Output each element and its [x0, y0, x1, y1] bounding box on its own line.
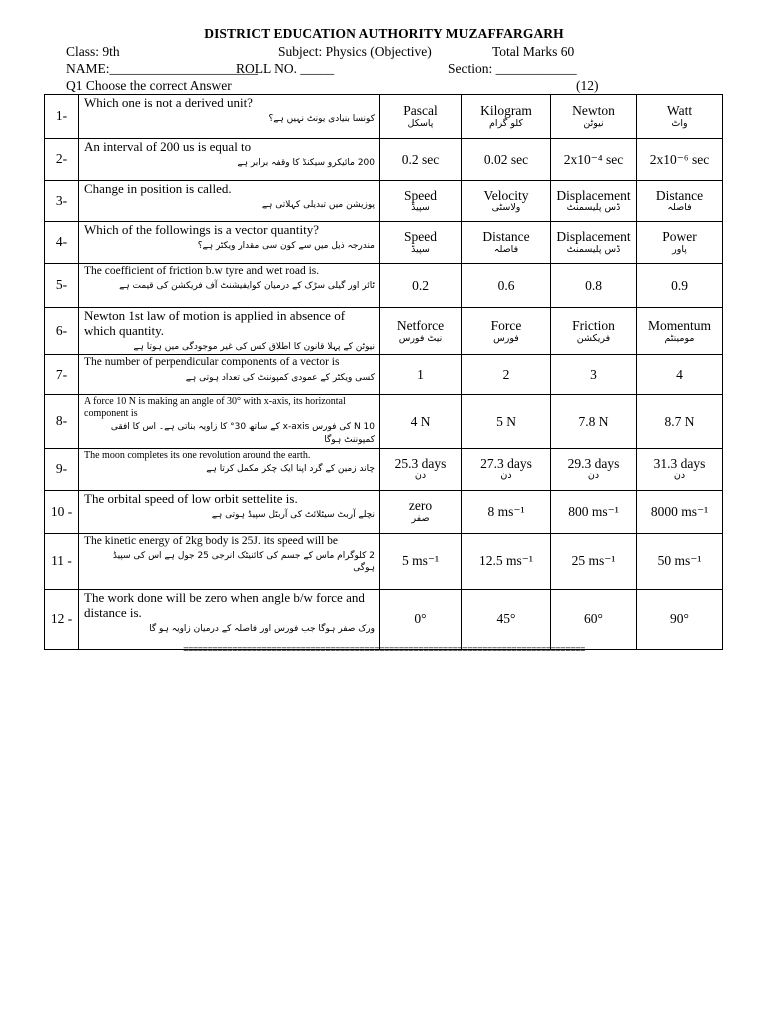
option-label: 25.3 days — [394, 455, 447, 471]
option-label-urdu: کلو گرام — [489, 117, 523, 129]
question-text-urdu: ورک صفر ہوگا جب فورس اور فاصلہ کے درمیان زاویہ ہو گا — [149, 623, 375, 634]
option-c[interactable] — [551, 490, 637, 533]
question-row — [45, 308, 723, 355]
option-b[interactable] — [462, 95, 551, 139]
option-label: 7.8 N — [578, 413, 609, 429]
option-label-urdu: فورس — [493, 332, 519, 344]
option-label-urdu: فاصلہ — [493, 243, 519, 255]
option-c[interactable] — [551, 355, 637, 395]
question-text-urdu: نچلے آربٹ سیٹلائٹ کی آربٹل سپیڈ ہوتی ہے — [211, 509, 375, 520]
option-label-urdu: پاسکل — [407, 117, 434, 129]
question-row — [45, 490, 723, 533]
option-label: Newton — [572, 103, 615, 119]
option-c[interactable] — [551, 395, 637, 448]
option-label: Velocity — [483, 187, 529, 203]
question-text: The orbital speed of low orbit settelite is. — [84, 490, 298, 506]
question-text-urdu: 10 N کی فورس x-axis کے ساتھ 30° کا زاویہ بناتی ہے۔ اس کا افقی کمپوننٹ ہوگا — [110, 422, 375, 446]
option-a[interactable] — [380, 181, 462, 222]
option-label-urdu: واٹ — [671, 117, 688, 129]
question-cell — [79, 589, 380, 649]
name-field[interactable]: NAME:______________________ — [66, 61, 258, 76]
option-a[interactable] — [380, 490, 462, 533]
option-d[interactable] — [637, 264, 723, 308]
option-label: 0.9 — [671, 277, 688, 293]
option-label: Displacement — [556, 229, 631, 245]
question-row — [45, 222, 723, 264]
instruction: Q1 Choose the correct Answer — [66, 78, 232, 93]
option-label-urdu: صفر — [411, 512, 430, 524]
option-label-urdu: دن — [500, 470, 512, 482]
option-b[interactable] — [462, 490, 551, 533]
option-label: 2 — [502, 367, 510, 383]
total-marks-label: Total Marks 60 — [492, 44, 575, 59]
question-text-urdu: نیوٹن کے پہلا قانون کا اطلاق کس کی غیر موجودگی میں ہوتا ہے — [133, 341, 375, 352]
option-a[interactable] — [380, 308, 462, 355]
question-cell — [79, 448, 380, 490]
question-text-urdu: کونسا بنیادی یونٹ نہیں ہے؟ — [268, 113, 375, 124]
option-d[interactable] — [637, 308, 723, 355]
option-label: 0.6 — [497, 277, 515, 293]
option-label: 50 ms⁻¹ — [657, 553, 702, 569]
question-text-urdu: کسی ویکٹر کے عمودی کمپوننٹ کی تعداد ہوتی ہے — [185, 372, 375, 383]
option-d[interactable] — [637, 181, 723, 222]
option-a[interactable] — [380, 355, 462, 395]
question-text: Which one is not a derived unit? — [84, 95, 253, 110]
option-label-urdu: دن — [673, 470, 686, 482]
option-c[interactable] — [551, 533, 637, 589]
option-b[interactable] — [462, 589, 551, 649]
option-d[interactable] — [637, 589, 723, 649]
option-label: 0° — [414, 611, 427, 627]
option-label: 0.8 — [585, 277, 602, 293]
question-text-urdu: ٹائر اور گیلی سڑک کے درمیان کوایفیشنٹ آف فریکشن کی قیمت ہے — [119, 281, 375, 292]
option-c[interactable] — [551, 139, 637, 181]
question-row — [45, 181, 723, 222]
option-label: 12.5 ms⁻¹ — [479, 553, 533, 569]
question-row — [45, 448, 723, 490]
option-label: 4 N — [410, 413, 431, 429]
option-label: 0.2 — [412, 277, 429, 293]
option-b[interactable] — [462, 448, 551, 490]
option-label: 29.3 days — [567, 455, 620, 471]
option-label: 45° — [496, 611, 516, 627]
option-a[interactable] — [380, 222, 462, 264]
option-label: Kilogram — [480, 103, 532, 119]
question-text: The work done will be zero when angle b/w force and distance is. — [84, 589, 365, 620]
question-text-urdu: پوزیشن میں تبدیلی کہلاتی ہے — [261, 199, 375, 210]
option-a[interactable] — [380, 264, 462, 308]
option-label: Netforce — [396, 318, 445, 334]
option-label-urdu: مومینٹم — [664, 332, 695, 344]
question-text-urdu: 200 مائیکرو سیکنڈ کا وقفہ برابر ہے — [237, 157, 375, 168]
question-row — [45, 355, 723, 395]
question-number: 10 - — [45, 490, 79, 533]
option-label: Friction — [572, 318, 615, 334]
option-label-urdu: سپیڈ — [411, 202, 430, 214]
option-label-urdu: سپیڈ — [411, 243, 430, 255]
option-label-urdu: ولاسٹی — [491, 202, 521, 214]
option-label: 4 — [676, 367, 683, 383]
question-cell — [79, 355, 380, 395]
option-label: 8.7 N — [664, 413, 695, 429]
question-cell — [79, 95, 380, 139]
question-text: The number of perpendicular components of a vector is — [84, 356, 340, 369]
option-label: Pascal — [403, 103, 438, 119]
option-label: Speed — [404, 187, 437, 203]
question-row — [45, 533, 723, 589]
question-text: Newton 1st law of motion is applied in absence of which quantity. — [84, 308, 346, 338]
roll-no-field[interactable]: ROLL NO. _____ — [236, 61, 335, 76]
option-label-urdu: دن — [414, 470, 427, 482]
subject-label: Subject: Physics (Objective) — [278, 44, 432, 59]
option-a[interactable] — [380, 95, 462, 139]
question-text: An interval of 200 us is equal to — [84, 139, 252, 154]
option-a[interactable] — [380, 139, 462, 181]
option-label: 60° — [584, 611, 603, 627]
question-text: The coefficient of friction b.w tyre and wet road is. — [84, 265, 320, 277]
option-label: 2x10⁻⁶ sec — [649, 151, 710, 167]
option-label: 31.3 days — [653, 455, 706, 471]
option-label: 0.02 sec — [483, 151, 529, 167]
option-d[interactable] — [637, 95, 723, 139]
option-b[interactable] — [462, 222, 551, 264]
option-label: Force — [490, 318, 522, 334]
question-cell — [79, 533, 380, 589]
option-label: 800 ms⁻¹ — [568, 503, 619, 519]
question-cell — [79, 264, 380, 308]
option-d[interactable] — [637, 490, 723, 533]
question-cell — [79, 222, 380, 264]
option-b[interactable] — [462, 533, 551, 589]
question-text: Change in position is called. — [84, 181, 232, 196]
option-d[interactable] — [637, 222, 723, 264]
question-number: 4- — [45, 222, 79, 264]
option-label-urdu: پاور — [672, 243, 687, 255]
option-c[interactable] — [551, 181, 637, 222]
option-c[interactable] — [551, 448, 637, 490]
question-number: 3- — [45, 181, 79, 222]
option-label: Momentum — [648, 318, 711, 334]
option-c[interactable] — [551, 308, 637, 355]
option-label: 5 N — [496, 413, 516, 429]
option-d[interactable] — [637, 395, 723, 448]
question-cell — [79, 490, 380, 533]
option-b[interactable] — [462, 139, 551, 181]
option-label: 90° — [670, 611, 689, 627]
option-label: Watt — [666, 103, 693, 119]
question-number: 8- — [45, 395, 79, 448]
instruction-marks: (12) — [576, 78, 599, 93]
option-label: 3 — [590, 367, 597, 383]
option-label-urdu: ڈس پلیسمنٹ — [566, 202, 621, 214]
section-field[interactable]: Section: ____________ — [448, 61, 577, 76]
question-number: 9- — [45, 448, 79, 490]
option-label-urdu: نیوٹن — [583, 117, 604, 129]
question-number: 2- — [45, 139, 79, 181]
option-c[interactable] — [551, 589, 637, 649]
option-c[interactable] — [551, 95, 637, 139]
option-c[interactable] — [551, 222, 637, 264]
option-label-urdu: نیٹ فورس — [398, 332, 443, 344]
option-a[interactable] — [380, 395, 462, 448]
question-text: The kinetic energy of 2kg body is 25J. its speed will be — [84, 534, 339, 547]
question-row — [45, 264, 723, 308]
question-row — [45, 139, 723, 181]
question-text-urdu: چاند زمین کے گرد اپنا ایک چکر مکمل کرتا ہے — [206, 464, 375, 475]
option-label: 27.3 days — [480, 455, 532, 471]
option-label: Speed — [404, 229, 437, 245]
option-a[interactable] — [380, 448, 462, 490]
question-cell — [79, 181, 380, 222]
option-d[interactable] — [637, 533, 723, 589]
option-label: 8 ms⁻¹ — [487, 503, 525, 519]
option-label: Displacement — [556, 187, 631, 203]
question-table — [44, 94, 723, 650]
question-number: 12 - — [45, 589, 79, 649]
option-label: 8000 ms⁻¹ — [650, 503, 709, 519]
question-cell — [79, 395, 380, 448]
option-label: Distance — [655, 187, 704, 203]
option-c[interactable] — [551, 264, 637, 308]
option-b[interactable] — [462, 181, 551, 222]
option-label-urdu: فاصلہ — [667, 202, 692, 214]
class-label: Class: 9th — [66, 44, 120, 59]
option-d[interactable] — [637, 139, 723, 181]
option-label: Power — [662, 229, 697, 245]
option-b[interactable] — [462, 264, 551, 308]
option-label: 2x10⁻⁴ sec — [563, 151, 624, 167]
option-label: Distance — [482, 229, 530, 245]
page-title: DISTRICT EDUCATION AUTHORITY MUZAFFARGARH — [204, 26, 564, 41]
option-b[interactable] — [462, 308, 551, 355]
question-text: The moon completes its one revolution around the earth. — [84, 449, 311, 461]
question-number: 11 - — [45, 533, 79, 589]
option-label-urdu: ڈس پلیسمنٹ — [566, 243, 621, 255]
option-label: 1 — [417, 367, 424, 383]
question-number: 6- — [45, 308, 79, 355]
question-text: Which of the followings is a vector quantity? — [84, 222, 320, 237]
question-number: 7- — [45, 355, 79, 395]
option-d[interactable] — [637, 448, 723, 490]
question-text-urdu: مندرجہ ذیل میں سے کون سی مقدار ویکٹر ہے؟ — [197, 240, 375, 251]
option-label: 5 ms⁻¹ — [401, 553, 440, 569]
option-a[interactable] — [380, 589, 462, 649]
option-label: 0.2 sec — [401, 151, 440, 167]
question-text: A force 10 N is making an angle of 30° with x-axis, its horizontal component is — [84, 396, 346, 419]
option-label-urdu: فریکشن — [576, 332, 611, 344]
option-b[interactable] — [462, 355, 551, 395]
question-cell — [79, 308, 380, 355]
option-a[interactable] — [380, 533, 462, 589]
footer-rule: ================================================================================== — [183, 645, 585, 655]
question-number: 5- — [45, 264, 79, 308]
option-d[interactable] — [637, 355, 723, 395]
question-text-urdu: 2 کلوگرام ماس کے جسم کی کائنیٹک انرجی 25 جول ہے اس کی سپیڈ ہوگی — [112, 550, 375, 574]
question-row — [45, 395, 723, 448]
option-b[interactable] — [462, 395, 551, 448]
option-label: zero — [408, 498, 433, 514]
option-label-urdu: دن — [587, 470, 600, 482]
question-cell — [79, 139, 380, 181]
option-label: 25 ms⁻¹ — [571, 553, 616, 569]
question-row — [45, 95, 723, 139]
question-number: 1- — [45, 95, 79, 139]
question-row — [45, 589, 723, 649]
